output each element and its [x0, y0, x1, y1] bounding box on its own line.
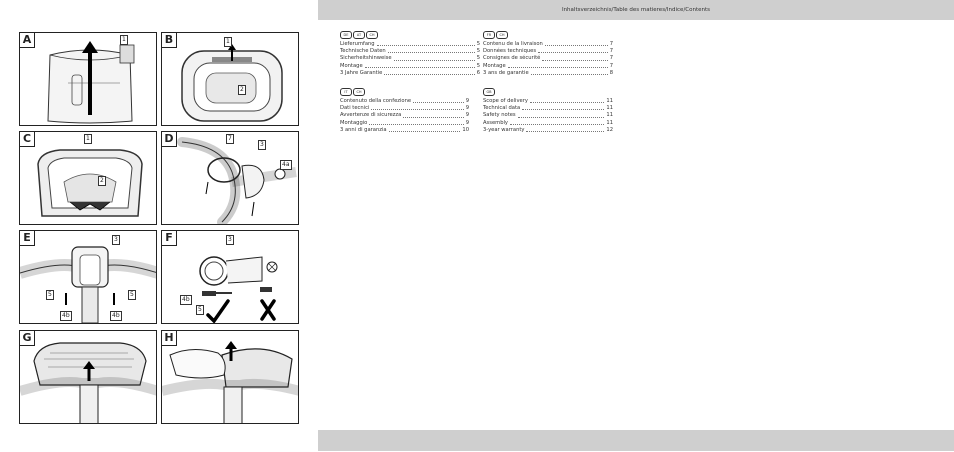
- toc-entry[interactable]: Technical data 11: [483, 105, 613, 112]
- part-number-tag: 1: [226, 38, 230, 45]
- language-badge: AT: [353, 31, 365, 39]
- toc-entry[interactable]: Consignes de sécurité 7: [483, 55, 613, 62]
- part-number-tag: 4b: [112, 312, 120, 319]
- part-number-tag: 4b: [62, 312, 70, 319]
- panel-b: [161, 32, 299, 126]
- part-number-tag: 2: [100, 177, 104, 184]
- language-badge: GB: [483, 88, 495, 96]
- toc-entry[interactable]: Contenu de la livraison 7: [483, 41, 613, 47]
- toc-entry[interactable]: Contenuto della confezione 9: [340, 98, 469, 104]
- toc-entry[interactable]: 3 anni di garanzia 10: [340, 126, 469, 133]
- panel-g: [19, 330, 157, 424]
- panel-label: H: [162, 331, 177, 346]
- part-number-tag: 4a: [282, 161, 290, 168]
- toc-entry[interactable]: Assembly 11: [483, 119, 613, 126]
- bracket-assembly-illustration: [162, 132, 299, 225]
- part-number-tag: 4b: [182, 296, 190, 303]
- page-header-bar: [318, 0, 954, 20]
- part-number-tag: 5: [130, 291, 134, 298]
- handlebar-mount-illustration: [20, 231, 157, 324]
- toc-entry[interactable]: Montage 5: [340, 62, 480, 69]
- basket-release-illustration: [162, 331, 299, 424]
- language-badge: FR: [483, 31, 495, 39]
- toc-entry[interactable]: Scope of delivery 11: [483, 98, 613, 104]
- toc-entry[interactable]: Sicherheitshinweise 5: [340, 55, 480, 62]
- toc-entry[interactable]: Technische Daten 5: [340, 48, 480, 55]
- toc-entry[interactable]: Lieferumfang 5: [340, 41, 480, 47]
- panel-label: B: [162, 33, 177, 48]
- panel-label: D: [162, 132, 177, 147]
- panel-label: F: [162, 231, 177, 246]
- language-badges: [483, 31, 613, 39]
- basket-insert-illustration: [20, 132, 157, 225]
- part-number-tag: 2: [240, 86, 244, 93]
- toc-section-fr: [483, 31, 613, 77]
- toc-entry[interactable]: Dati tecnici 9: [340, 105, 469, 112]
- panel-f: [161, 230, 299, 324]
- toc-entry[interactable]: Montage 7: [483, 62, 613, 69]
- part-number-tag: 1: [122, 36, 126, 43]
- panel-c: [19, 131, 157, 225]
- part-number-tag: 3: [260, 141, 264, 148]
- part-number-tag: 7: [228, 135, 232, 142]
- panel-label: A: [20, 33, 35, 48]
- language-badge: CH: [366, 31, 378, 39]
- toc-section-it: [340, 88, 469, 134]
- toc-entry[interactable]: 3 Jahre Garantie 6: [340, 69, 480, 76]
- toc-entry[interactable]: Données techniques 7: [483, 48, 613, 55]
- toc-entry[interactable]: 3 ans de garantie 8: [483, 69, 613, 76]
- part-number-tag: 5: [198, 306, 202, 313]
- panel-label: G: [20, 331, 35, 346]
- language-badge: CH: [496, 31, 508, 39]
- panel-label: C: [20, 132, 35, 147]
- panel-d: [161, 131, 299, 225]
- part-number-tag: 1: [86, 135, 90, 142]
- toc-section-de: [340, 31, 480, 77]
- language-badge: IT: [340, 88, 352, 96]
- language-badges: [340, 88, 469, 96]
- toc-entry[interactable]: 3-year warranty 12: [483, 126, 613, 133]
- bag-lift-illustration: [20, 33, 157, 126]
- toc-entry[interactable]: Avvertenze di sicurezza 9: [340, 112, 469, 119]
- panel-a: [19, 32, 157, 126]
- panel-label: E: [20, 231, 35, 246]
- language-badges: [340, 31, 480, 39]
- part-number-tag: 3: [228, 236, 232, 243]
- panel-e: [19, 230, 157, 324]
- toc-section-en: [483, 88, 613, 134]
- toc-entry[interactable]: Montaggio 9: [340, 119, 469, 126]
- language-badges: [483, 88, 613, 96]
- part-number-tag: 3: [114, 236, 118, 243]
- language-badge: CH: [353, 88, 365, 96]
- panel-h: [161, 330, 299, 424]
- contents-title: Inhaltsverzeichnis/Table des matieres/Indice/Contents: [561, 7, 711, 13]
- part-number-tag: 5: [48, 291, 52, 298]
- toc-entry[interactable]: Safety notes 11: [483, 112, 613, 119]
- page-footer-bar: [318, 430, 954, 451]
- language-badge: DE: [340, 31, 352, 39]
- basket-attach-illustration: [20, 331, 157, 424]
